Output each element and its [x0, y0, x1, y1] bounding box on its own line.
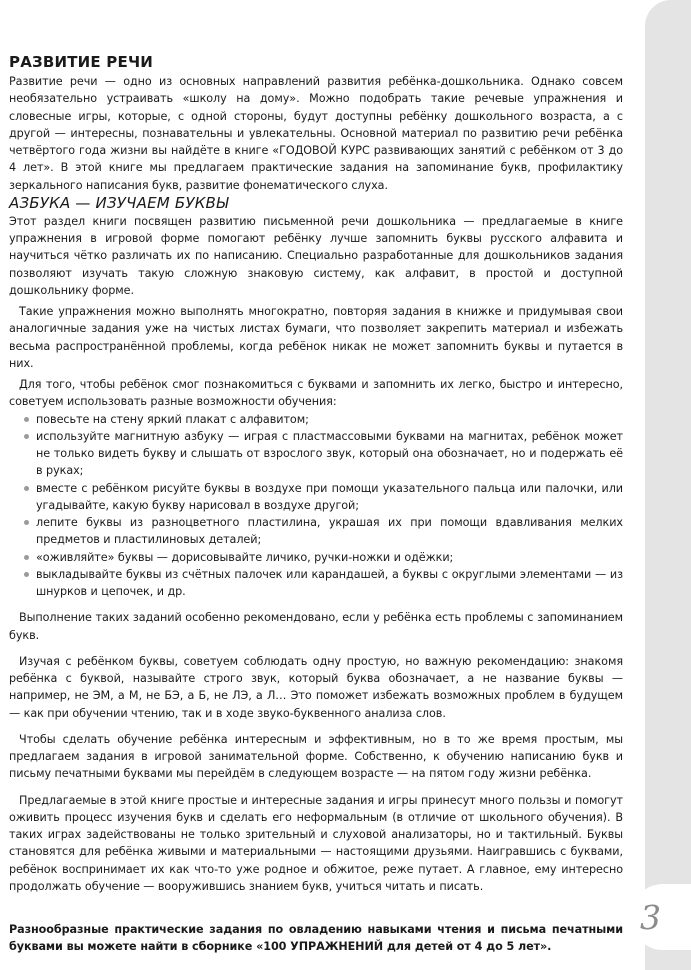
list-item: используйте магнитную азбуку — играя с пластмассовыми буквами на магнитах, ребёнок может не только видеть букву и слышать от взрослого звук, который она обозначает, но и подержать её в руках;: [36, 428, 623, 480]
learning-tips-list: [9, 411, 623, 601]
paragraph: Предлагаемые в этой книге простые и интересные задания и игры принесут много пользы и помогут оживить процесс изучения букв и сделать его неформальным (в отличие от школьного обучения). В таких играх задействованы не только зрительный и слуховой анализаторы, но и тактильный. Буквы становятся для ребёнка живыми и материальными — настоящими друзьями. Наигравшись с буквами, ребёнок воспринимает их как что-то уже родное и обжитое, реже путает. А главное, ему интересно продолжать обучение — вооружившись знанием букв, учиться читать и писать.: [9, 793, 623, 893]
paragraph: Для того, чтобы ребёнок смог познакомиться с буквами и запомнить их легко, быстро и интересно, советуем использовать разные возможности обучения:: [9, 378, 623, 409]
page-content: [9, 52, 623, 956]
paragraph: Изучая с ребёнком буквы, советуем соблюдать одну простую, но важную рекомендацию: знакомя ребёнка с буквой, называйте строго звук, который буква обозначает, а не название буквы — например, не ЭМ, а М, не БЭ, а Б, не ЛЭ, а Л… Это поможет избежать возможных проблем в будущем — как при обучении чтению, так и в ходе звуко-буквенного анализа слов.: [9, 654, 623, 720]
paragraph: Чтобы сделать обучение ребёнка интересным и эффективным, но в то же время простым, мы предлагаем задания в игровой занимательной форме. Собственно, к обучению написанию букв и письму печатными буквами мы перейдём в следующем возрасте — на пятом году жизни ребёнка.: [9, 732, 623, 781]
paragraph: Выполнение таких заданий особенно рекомендовано, если у ребёнка есть проблемы с запоминанием букв.: [9, 611, 623, 642]
list-item: выкладывайте буквы из счётных палочек или карандашей, а буквы с округлыми элементами — из шнурков и цепочек, и др.: [36, 566, 623, 601]
list-item: лепите буквы из разноцветного пластилина, украшая их при помощи вдавливания мелких предметов и пластилиновых деталей;: [36, 514, 623, 549]
paragraph: Такие упражнения можно выполнять многократно, повторяя задания в книжке и придумывая свои аналогичные задания уже на чистых листах бумаги, что позволяет закрепить материал и избежать весьма распространённой проблемы, когда ребёнок никак не может запомнить буквы и путается в них.: [9, 305, 623, 370]
final-note: Разнообразные практические задания по овладению навыками чтения и письма печатными буквами вы можете найти в сборнике «100 УПРАЖНЕНИЙ для детей от 4 до 5 лет».: [9, 923, 623, 954]
list-item: «оживляйте» буквы — дорисовывайте личико, ручки-ножки и одёжки;: [36, 549, 623, 566]
list-item: повесьте на стену яркий плакат с алфавитом;: [36, 411, 623, 428]
page-number: 3: [640, 898, 661, 937]
section-paragraph: Развитие речи — одно из основных направлений развития ребёнка-дошкольника. Однако совсем необязательно устраивать «школу на дому». Можно подобрать такие речевые упражнения и словесные игры, которые, с одной стороны, будут доступны ребёнку дошкольного возраста, а с другой — интересны, познавательны и увлекательны. Основной материал по развитию речи ребёнка четвёртого года жизни вы найдёте в книге «ГОДОВОЙ КУРС развивающих занятий с ребёнком от 3 до 4 лет». В этой книге мы предлагаем практические задания на запоминание букв, профилактику зеркального написания букв, развитие фонематического слуха.: [9, 75, 623, 192]
paragraph: Этот раздел книги посвящен развитию письменной речи дошкольника — предлагаемые в книге упражнения в игровой форме помогают ребёнку лучше запомнить буквы русского алфавита и научиться чётко различать их по написанию. Специально разработанные для дошкольников задания позволяют изучать такую сложную знаковую систему, как алфавит, в простой и доступной дошкольнику форме.: [9, 214, 623, 297]
subsection-title: АЗБУКА — ИЗУЧАЕМ БУКВЫ: [9, 193, 229, 212]
list-item: вместе с ребёнком рисуйте буквы в воздухе при помощи указательного пальца или палочки, или угадывайте, какую букву нарисовал в воздухе другой;: [36, 480, 623, 515]
side-strip: [645, 0, 691, 970]
section-title: РАЗВИТИЕ РЕЧИ: [9, 53, 154, 71]
